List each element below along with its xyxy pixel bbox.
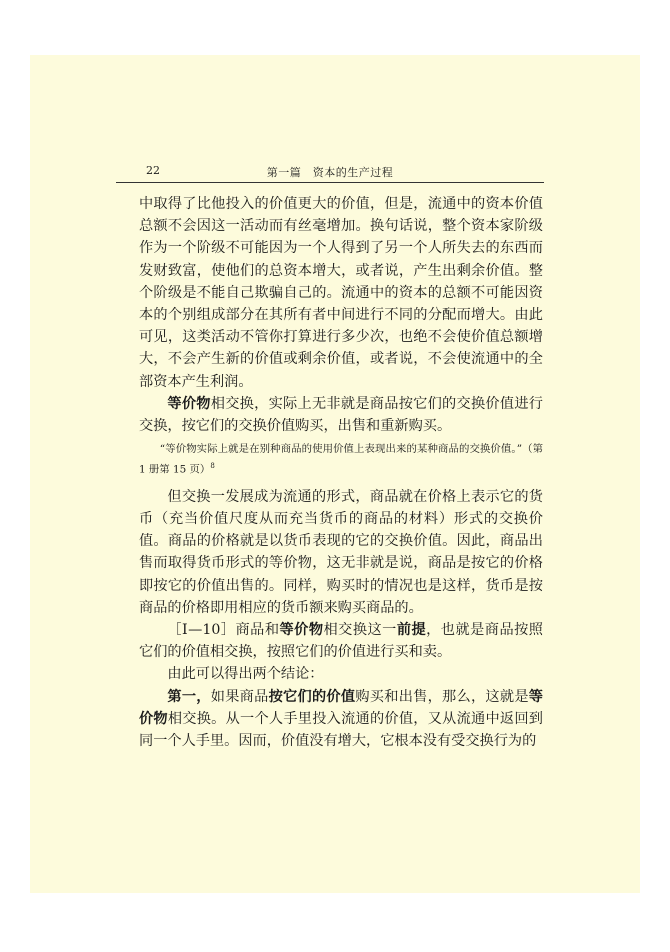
bold-term: 第一， <box>167 688 211 705</box>
paragraph-4-e: ，也就是商品按照它们的价值相交换，按照它们的价值进行买和卖。 <box>139 621 543 661</box>
paragraph-3: 但交换一发展成为流通的形式，商品就在价格上表示它的货币（充当价值尺度从而充当货币的商品的材料）形式的交换价值。商品的价格就是以货币表现的它的交换价值。因此，商品出售而取得货币形式的等价物，这无非就是说，商品是按它的价格即按它的价值出售的。同样，购买时的情况也是这样，货币是按商品的价格即用相应的货币额来购买商品的。 <box>139 488 543 616</box>
bold-term: 等价物 <box>139 688 543 727</box>
paragraph-4-c: 相交换这一 <box>323 621 397 638</box>
bold-term: 等价物 <box>167 395 211 412</box>
bold-term: 前提 <box>396 621 427 638</box>
page-header <box>116 162 544 183</box>
paragraph-6-f: 相交换。从一个人手里投入流通的价值，又从流通中返回到同一个人手里。因而，价值没有增大，它根本没有受交换行为的 <box>139 710 543 749</box>
page-number: 22 <box>146 164 160 177</box>
paragraph-6 <box>139 686 543 753</box>
paragraph-4-a: ［Ⅰ—10］商品和 <box>167 621 280 638</box>
paragraph-2-text: 相交换，实际上无非就是商品按它们的交换价值进行交换，按它们的交换价值购买，出售和重新购买。 <box>139 395 543 435</box>
quotation <box>139 441 543 478</box>
quotation-text: “等价物实际上就是在别种商品的使用价值上表现出来的某种商品的交换价值。”（第 1 册第 15 页） <box>139 443 543 476</box>
paragraph-6-d: 购买和出售，那么，这就是 <box>355 688 529 705</box>
paragraph-1: 中取得了比他投入的价值更大的价值，但是，流通中的资本价值总额不会因这一活动而有丝毫增加。换句话说，整个资本家阶级作为一个阶级不可能因为一个人得到了另一个人所失去的东西而发财致富，使他们的总资本增大，或者说，产生出剩余价值。整个阶级是不能自己欺骗自己的。流通中的资本的总额不可能因资本的个别组成部分在其所有者中间进行不同的分配而增大。由此可见，这类活动不管你打算进行多少次，也绝不会使价值总额增大，不会产生新的价值或剩余价值，或者说，不会使流通中的全部资本产生利润。 <box>139 196 543 390</box>
bold-term: 等价物 <box>279 621 324 638</box>
bold-term: 按它们的价值 <box>268 688 356 705</box>
paragraph-4 <box>139 619 543 663</box>
paragraph-6-b: 如果商品 <box>210 688 269 705</box>
running-title: 第一篇 资本的生产过程 <box>266 166 394 179</box>
body-text <box>139 193 543 752</box>
paragraph-2 <box>139 393 543 437</box>
paragraph-5: 由此可以得出两个结论： <box>167 666 324 683</box>
footnote-marker: 8 <box>210 462 215 471</box>
